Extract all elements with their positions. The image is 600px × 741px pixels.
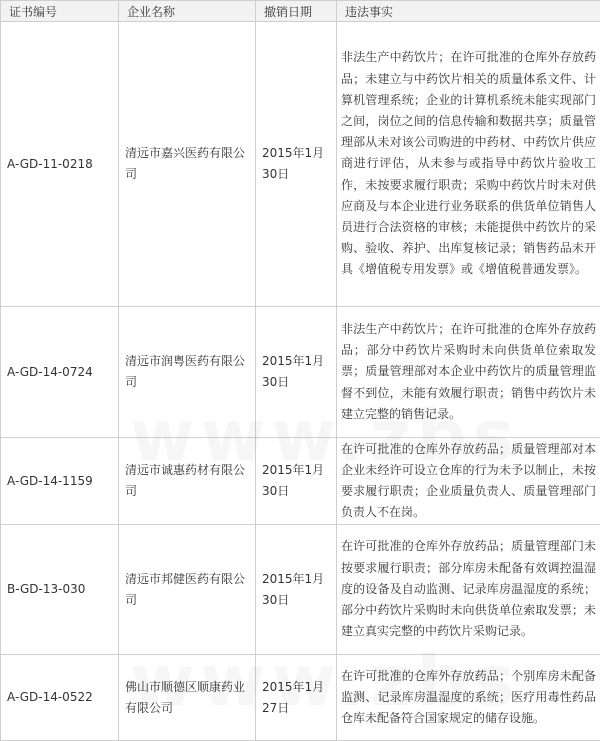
table-row (1, 525, 600, 655)
revoke-date: 2015年1月30日 (256, 438, 337, 525)
violation-facts: 在许可批准的仓库外存放药品；质量管理部门未按要求履行职责；部分库房未配备有效调控温湿度的设备及自动监测、记录库房温湿度的系统；部分中药饮片采购时未向供货单位索取发票；未建立真实完整的中药饮片采购记录。 (337, 525, 600, 655)
cert-number: A-GD-14-0522 (1, 655, 119, 741)
table-row (1, 22, 600, 307)
table-header-row (1, 1, 600, 22)
table-row (1, 655, 600, 741)
revoke-date: 2015年1月27日 (256, 655, 337, 741)
violation-facts: 非法生产中药饮片；在许可批准的仓库外存放药品；未建立与中药饮片相关的质量体系文件、计算机管理系统；企业的计算机系统未能实现部门之间，岗位之间的信息传输和数据共享；质量管理部从未对该公司购进的中药材、中药饮片供应商进行评估，从未参与或指导中药饮片验收工作，未按要求履行职责；采购中药饮片时未对供应商及与本企业进行业务联系的供货单位销售人员进行合法资格的审核；未能提供中药饮片的采购、验收、养护、出库复核记录；销售药品未开具《增值税专用发票》或《增值税普通发票》。 (337, 22, 600, 307)
cert-number: B-GD-13-030 (1, 525, 119, 655)
company-name: 清远市润粤医药有限公司 (119, 307, 256, 438)
violation-facts: 在许可批准的仓库外存放药品；质量管理部对本企业未经许可设立仓库的行为未予以制止，未按要求履行职责；企业质量负责人、质量管理部门负责人不在岗。 (337, 438, 600, 525)
header-revoke-date: 撤销日期 (256, 1, 337, 22)
company-name: 清远市嘉兴医药有限公司 (119, 22, 256, 307)
cert-number: A-GD-11-0218 (1, 22, 119, 307)
company-name: 佛山市顺德区顺康药业有限公司 (119, 655, 256, 741)
header-company-name: 企业名称 (119, 1, 256, 22)
violation-facts: 非法生产中药饮片；在许可批准的仓库外存放药品；部分中药饮片采购时未向供货单位索取发票；质量管理部对本企业中药饮片的质量管理监督不到位，未能有效履行职责；销售中药饮片未建立完整的销售记录。 (337, 307, 600, 438)
revoke-date: 2015年1月30日 (256, 22, 337, 307)
revoke-date: 2015年1月30日 (256, 525, 337, 655)
company-name: 清远市诚惠药材有限公司 (119, 438, 256, 525)
cert-number: A-GD-14-0724 (1, 307, 119, 438)
table-row (1, 307, 600, 438)
table-row (1, 438, 600, 525)
cert-number: A-GD-14-1159 (1, 438, 119, 525)
company-name: 清远市邦健医药有限公司 (119, 525, 256, 655)
header-cert-number: 证书编号 (1, 1, 119, 22)
revoke-date: 2015年1月30日 (256, 307, 337, 438)
violation-facts: 在许可批准的仓库外存放药品；个别库房未配备监测、记录库房温湿度的系统；医疗用毒性药品仓库未配备符合国家规定的储存设施。 (337, 655, 600, 741)
header-violation-facts: 违法事实 (337, 1, 600, 22)
